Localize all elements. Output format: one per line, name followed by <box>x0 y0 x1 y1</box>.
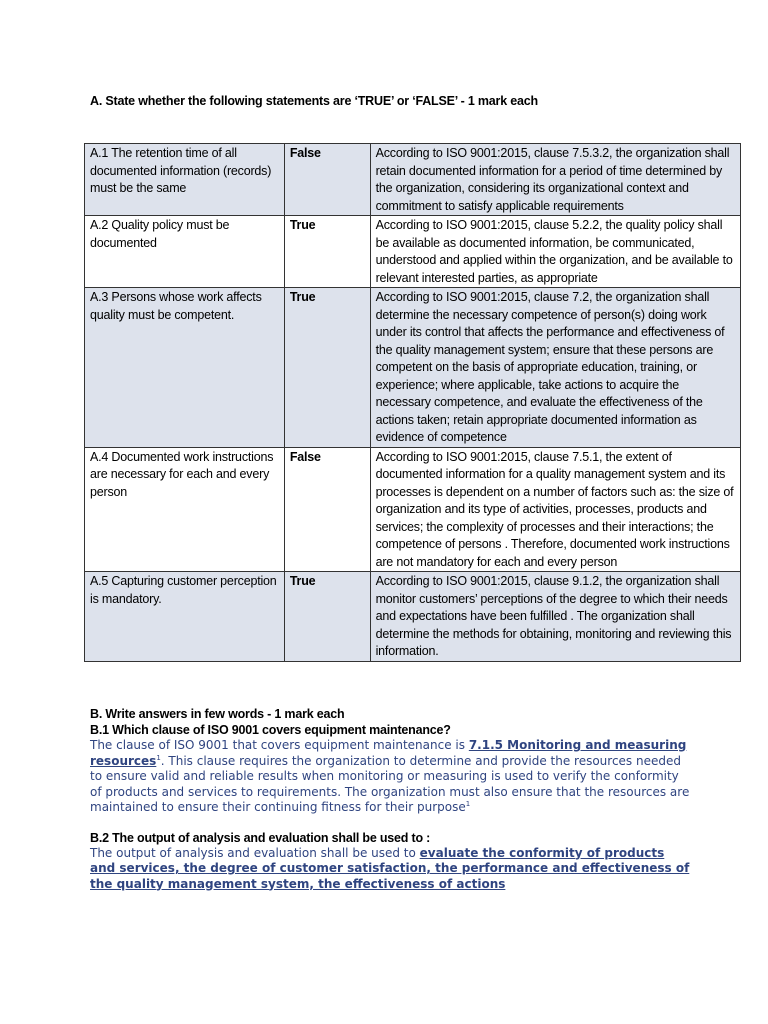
section-b-heading: B. Write answers in few words - 1 mark each <box>90 707 345 721</box>
statement-cell: A.3 Persons whose work affects quality must be competent. <box>85 288 285 448</box>
footnote-ref[interactable]: 1 <box>465 800 471 808</box>
question-b1: B.1 Which clause of ISO 9001 covers equipment maintenance? <box>90 723 451 737</box>
answer-b1-text: . This clause requires the organization to determine and provide the resources needed to ensure valid and reliable results when monitoring or measuring is used to verify the conformity of products and services to requirements. The organization must also ensure that the resources are maintained to ensure their continuing fitness for their purpose <box>90 753 690 814</box>
explanation-cell: According to ISO 9001:2015, clause 7.5.1, the extent of documented information for a quality management system and its processes is dependent on a number of factors such as: the size of organization and its type of activities, processes, products and services; the complexity of processes and their interactions; the competence of persons . Therefore, documented work instructions are not mandatory for each and every person <box>370 447 740 572</box>
answer-cell: True <box>284 572 370 662</box>
table-row <box>85 216 741 288</box>
answer-b2-link[interactable]: evaluate the conformity of products and services, the degree of customer satisfaction, the performance and effectiveness of the quality management system, the effectiveness of actions <box>90 845 690 891</box>
answer-b1 <box>90 738 690 816</box>
answer-b2 <box>90 846 690 893</box>
explanation-cell: According to ISO 9001:2015, clause 7.5.3.2, the organization shall retain documented information for a period of time determined by the organization, considering its organizational context and commitment to satisfy applicable requirements <box>370 144 740 216</box>
clause-link[interactable]: 7.1.5 Monitoring and measuring resources <box>90 738 687 768</box>
true-false-table <box>84 143 741 662</box>
explanation-cell: According to ISO 9001:2015, clause 7.2, the organization shall determine the necessary competence of person(s) doing work under its control that affects the performance and effectiveness of the quality management system; ensure that these persons are competent on the basis of appropriate education, training, or experience; where applicable, take actions to acquire the necessary competence, and evaluate the effectiveness of the actions taken; retain appropriate documented information as evidence of competence <box>370 288 740 448</box>
statement-cell: A.5 Capturing customer perception is mandatory. <box>85 572 285 662</box>
section-b <box>90 706 690 892</box>
answer-cell: True <box>284 288 370 448</box>
question-b2: B.2 The output of analysis and evaluation shall be used to : <box>90 830 431 845</box>
statement-cell: A.1 The retention time of all documented information (records) must be the same <box>85 144 285 216</box>
table-row <box>85 447 741 572</box>
table-row <box>85 288 741 448</box>
explanation-cell: According to ISO 9001:2015, clause 5.2.2, the quality policy shall be available as documented information, be communicated, understood and applied within the organization, and be available to relevant interested parties, as appropriate <box>370 216 740 288</box>
answer-b2-intro: The output of analysis and evaluation shall be used to <box>90 845 420 860</box>
explanation-cell: According to ISO 9001:2015, clause 9.1.2, the organization shall monitor customers’ perceptions of the degree to which their needs and expectations have been fulfilled . The organization shall determine the methods for obtaining, monitoring and reviewing this information. <box>370 572 740 662</box>
section-a-heading: A. State whether the following statements are ‘TRUE’ or ‘FALSE’ - 1 mark each <box>90 94 538 108</box>
answer-cell: False <box>284 447 370 572</box>
statement-cell: A.2 Quality policy must be documented <box>85 216 285 288</box>
footnote-ref[interactable]: 1 <box>156 753 161 762</box>
table-row <box>85 144 741 216</box>
answer-cell: True <box>284 216 370 288</box>
answer-cell: False <box>284 144 370 216</box>
statement-cell: A.4 Documented work instructions are necessary for each and every person <box>85 447 285 572</box>
table-row <box>85 572 741 662</box>
answer-b1-intro: The clause of ISO 9001 that covers equipment maintenance is <box>90 738 469 752</box>
